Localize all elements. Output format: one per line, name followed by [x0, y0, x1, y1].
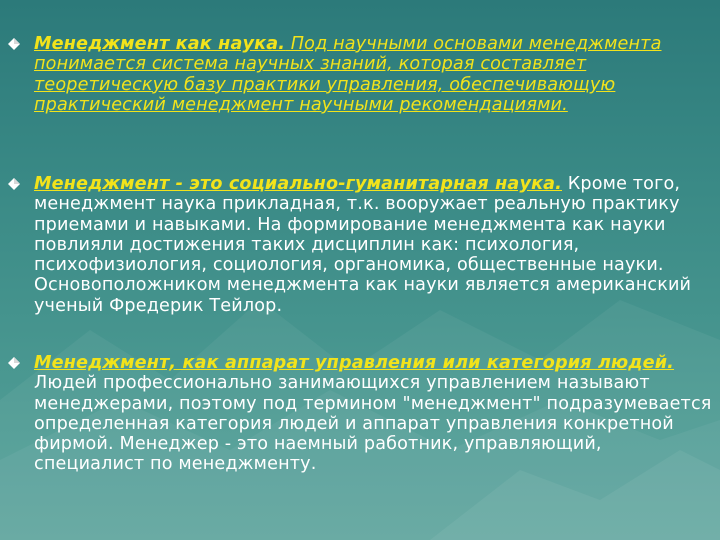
bullet-text-3: [34, 353, 712, 475]
bullet-body-2: Кроме того, менеджмент наука прикладная, т.к. вооружает реальную практику приемами и навыками. На формирование менеджмента как науки повлияли достижения таких дисциплин как: психология, психофизиология, социология, органомика, общественные науки. Основоположником менеджмента как науки является американский ученый Фредерик Тейлор.: [34, 174, 692, 316]
diamond-bullet-icon: [8, 174, 34, 190]
bullet-item-1: [8, 34, 712, 115]
bullet-item-2: [8, 174, 712, 316]
diamond-bullet-icon: [8, 353, 34, 369]
diamond-bullet-icon: [8, 34, 34, 50]
bullet-text-2: [34, 174, 712, 316]
bullet-body-1: Под научными основами менеджмента понимается система научных знаний, которая составляет теоретическую базу практики управления, обеспечивающую практический менеджмент научными рекомендациями.: [34, 34, 662, 115]
bullet-text-1: [34, 34, 712, 115]
bullet-lead-1: Менеджмент как наука.: [34, 34, 286, 54]
bullet-lead-2: Менеджмент - это социально-гуманитарная наука.: [34, 174, 563, 194]
bullet-lead-3: Менеджмент, как аппарат управления или категория людей.: [34, 353, 675, 373]
bullet-item-3: [8, 353, 712, 475]
bullet-body-3: Людей профессионально занимающихся управлением называют менеджерами, поэтому под термином "менеджмент" подразумевается определенная категория людей и аппарат управления конкретной фирмой. Менеджер - это наемный работник, управляющий, специалист по менеджменту.: [34, 373, 712, 475]
